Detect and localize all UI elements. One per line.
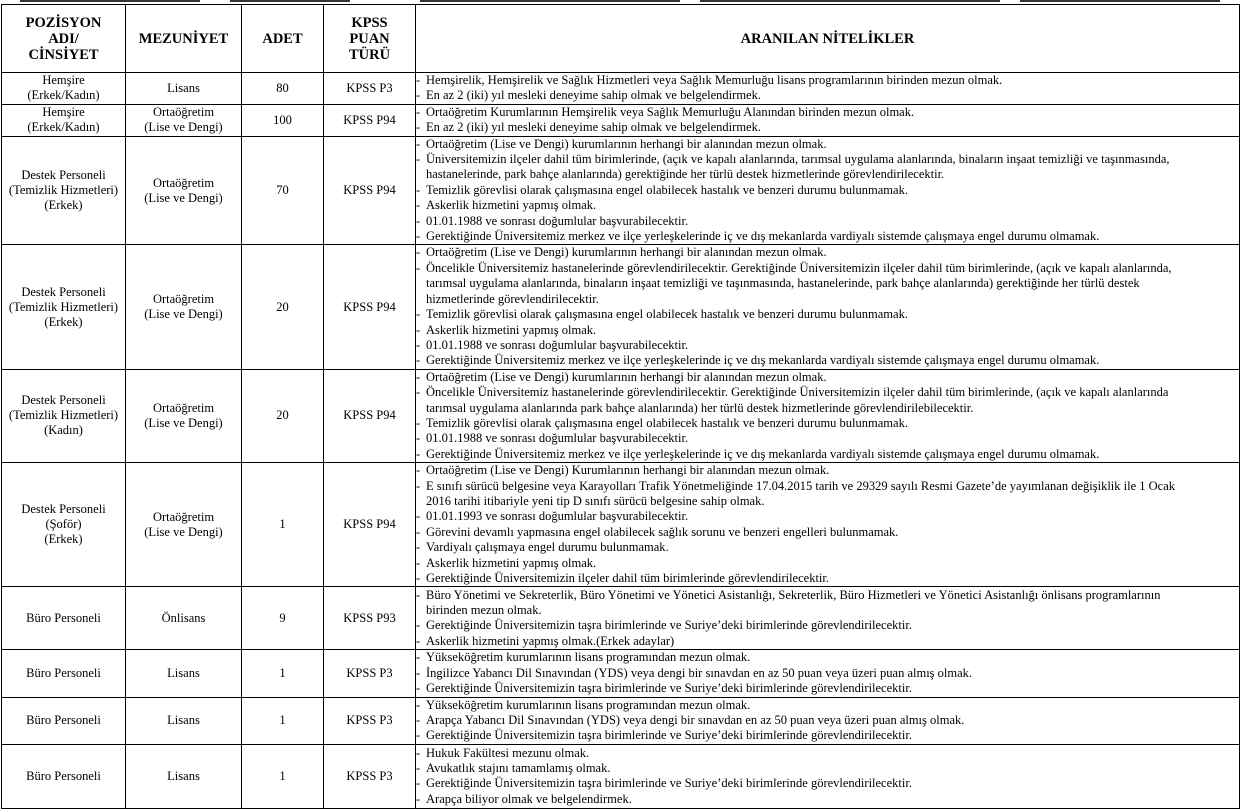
requirement-line bbox=[416, 307, 1239, 322]
bullet-dash: - bbox=[416, 260, 421, 275]
requirement-text: Gerektiğinde Üniversitemiz merkez ve ilçe yerleşkelerinde iç ve dış mekanlarda vardiyalı sistemde çalışmaya engel durumu olmamak. bbox=[426, 229, 1100, 244]
position-cell-line: (Temizlik Hizmetleri) bbox=[8, 408, 119, 423]
education-cell-line: Ortaöğretim bbox=[152, 105, 215, 120]
header-kpss-line: KPSS bbox=[351, 14, 388, 31]
requirement-text: Gerektiğinde Üniversitemizin ilçeler dahil tüm birimlerinde görevlendirilecektir. bbox=[426, 571, 829, 585]
bullet-dash: - bbox=[416, 213, 421, 228]
requirement-text: Gerektiğinde Üniversitemizin taşra birimlerinde ve Suriye’deki birimlerinde görevlendirilecektir. bbox=[426, 618, 912, 633]
kpss-cell: KPSS P94 bbox=[324, 463, 416, 587]
requirement-line bbox=[416, 137, 1239, 152]
education-cell-line: Ortaöğretim bbox=[152, 292, 215, 307]
requirement-text: 2016 tarihi itibariyle yeni tip D sınıfı sürücü belgesine sahip olmak. bbox=[426, 493, 765, 508]
table-row bbox=[2, 369, 1240, 462]
requirement-text: Arapça biliyor olmak ve belgelendirmek. bbox=[426, 791, 632, 806]
requirements-cell bbox=[416, 697, 1240, 744]
bullet-dash: - bbox=[416, 555, 421, 570]
bullet-dash: - bbox=[416, 697, 421, 712]
requirements-cell bbox=[416, 136, 1240, 245]
position-cell-line: (Erkek) bbox=[44, 532, 83, 547]
requirement-line bbox=[416, 292, 1239, 307]
count-cell: 1 bbox=[242, 744, 324, 808]
requirement-text: Ortaöğretim Kurumlarının Hemşirelik veya Sağlık Memurluğu Alanından birinden mezun olmak. bbox=[426, 104, 915, 119]
count-cell: 1 bbox=[242, 697, 324, 744]
requirement-line bbox=[416, 463, 1239, 478]
requirements-cell bbox=[416, 587, 1240, 650]
requirement-text: tarımsal uygulama alanlarında, binaların inşaat temizliği ve taşınmasında, hastanelerinde, park bahçe alanlarında) gerektiğinde her türlü destek bbox=[426, 276, 1140, 291]
requirement-line bbox=[416, 776, 1239, 791]
table-row bbox=[2, 463, 1240, 587]
requirement-text: Ortaöğretim (Lise ve Dengi) Kurumlarının herhangi bir alanından mezun olmak. bbox=[426, 463, 830, 478]
header-count: ADET bbox=[242, 5, 324, 73]
position-cell-line: Büro Personeli bbox=[26, 713, 101, 728]
header-kpss-line: PUAN bbox=[349, 30, 390, 47]
position-cell-line: Destek Personeli bbox=[21, 168, 106, 183]
requirement-text: Yükseköğretim kurumlarının lisans programından mezun olmak. bbox=[426, 697, 751, 712]
bullet-dash: - bbox=[416, 120, 421, 135]
requirement-text: Öncelikle Üniversitemiz hastanelerinde görevlendirilecektir. Gerektiğinde Üniversitemizin ilçeler dahil tüm birimlerinde, (açık ve kapalı alanlarında, bbox=[426, 260, 1172, 275]
requirement-line bbox=[416, 698, 1239, 713]
requirement-text: Gerektiğinde Üniversitemizin taşra birimlerinde ve Suriye’deki birimlerinde görevlendirilecektir. bbox=[426, 728, 912, 743]
requirement-text: Büro Yönetimi ve Sekreterlik, Büro Yönetimi ve Yönetici Asistanlığı, Sekreterlik, Büro Hizmetleri ve Yönetici Asistanlığı önlisans programlarının bbox=[426, 587, 1161, 602]
header-position-line: ADI/ bbox=[48, 30, 79, 47]
requirement-line bbox=[416, 588, 1239, 603]
position-cell bbox=[2, 697, 126, 744]
position-cell-line: (Erkek/Kadın) bbox=[27, 120, 100, 135]
count-cell: 20 bbox=[242, 369, 324, 462]
requirement-line bbox=[416, 525, 1239, 540]
table-row bbox=[2, 245, 1240, 369]
requirement-line bbox=[416, 792, 1239, 807]
count-cell: 20 bbox=[242, 245, 324, 369]
requirement-line bbox=[416, 120, 1239, 135]
bullet-dash: - bbox=[416, 337, 421, 352]
header-position bbox=[2, 5, 126, 73]
requirement-line bbox=[416, 198, 1239, 213]
bullet-dash: - bbox=[416, 587, 421, 602]
education-cell-line: (Lise ve Dengi) bbox=[144, 307, 223, 322]
bullet-dash: - bbox=[416, 509, 421, 524]
bullet-dash: - bbox=[416, 681, 421, 696]
position-cell-line: Büro Personeli bbox=[26, 666, 101, 681]
requirement-text: 01.01.1988 ve sonrası doğumlular başvurabilecektir. bbox=[426, 431, 689, 446]
table-row bbox=[2, 136, 1240, 245]
education-cell-line: Ortaöğretim bbox=[152, 400, 215, 415]
requirement-text: Askerlik hizmetini yapmış olmak. bbox=[426, 322, 597, 337]
header-position-line: POZİSYON bbox=[25, 14, 102, 31]
kpss-cell: KPSS P3 bbox=[324, 73, 416, 105]
kpss-cell: KPSS P94 bbox=[324, 136, 416, 245]
requirement-text: En az 2 (iki) yıl mesleki deneyime sahip olmak ve belgelendirmek. bbox=[426, 88, 761, 103]
kpss-cell: KPSS P3 bbox=[324, 650, 416, 697]
requirement-line bbox=[416, 276, 1239, 291]
bullet-dash: - bbox=[416, 665, 421, 680]
requirement-line bbox=[416, 353, 1239, 368]
requirement-text: hizmetlerinde görevlendirilecektir. bbox=[426, 291, 599, 306]
position-cell bbox=[2, 744, 126, 808]
education-cell-line: Ortaöğretim bbox=[152, 509, 215, 524]
count-cell: 1 bbox=[242, 463, 324, 587]
requirement-text: Gerektiğinde Üniversitemiz merkez ve ilçe yerleşkelerinde iç ve dış mekanlarda vardiyalı sistemde çalışmaya engel durumu olmamak. bbox=[426, 353, 1100, 368]
requirement-text: Öncelikle Üniversitemiz hastanelerinde görevlendirilecektir. Gerektiğinde Üniversitemizin ilçeler dahil tüm birimlerinde, (açık ve kapalı alanlarında bbox=[426, 385, 1169, 400]
requirement-text: Temizlik görevlisi olarak çalışmasına engel olabilecek hastalık ve benzeri durumu bulunmamak. bbox=[426, 415, 908, 430]
header-kpss-line: TÜRÜ bbox=[348, 46, 391, 63]
education-cell-line: Ortaöğretim bbox=[152, 175, 215, 190]
requirement-text: En az 2 (iki) yıl mesleki deneyime sahip olmak ve belgelendirmek. bbox=[426, 120, 761, 135]
requirement-text: Yükseköğretim kurumlarının lisans programından mezun olmak. bbox=[426, 650, 751, 665]
requirement-text: Ortaöğretim (Lise ve Dengi) kurumlarının herhangi bir alanından mezun olmak. bbox=[426, 369, 827, 384]
requirement-line bbox=[416, 761, 1239, 776]
education-cell bbox=[126, 73, 242, 105]
requirement-text: Hukuk Fakültesi mezunu olmak. bbox=[426, 745, 590, 760]
bullet-dash: - bbox=[416, 369, 421, 384]
count-cell: 80 bbox=[242, 73, 324, 105]
requirement-line bbox=[416, 261, 1239, 276]
requirement-line bbox=[416, 571, 1239, 586]
education-cell bbox=[126, 744, 242, 808]
requirement-line bbox=[416, 494, 1239, 509]
bullet-dash: - bbox=[416, 618, 421, 633]
requirements-cell bbox=[416, 369, 1240, 462]
position-cell bbox=[2, 73, 126, 105]
requirement-text: 01.01.1988 ve sonrası doğumlular başvurabilecektir. bbox=[426, 213, 689, 228]
bullet-dash: - bbox=[416, 431, 421, 446]
requirement-line bbox=[416, 540, 1239, 555]
requirement-line bbox=[416, 447, 1239, 462]
requirement-line bbox=[416, 338, 1239, 353]
requirements-cell bbox=[416, 245, 1240, 369]
bullet-dash: - bbox=[416, 182, 421, 197]
count-cell: 9 bbox=[242, 587, 324, 650]
requirement-text: Gerektiğinde Üniversitemizin taşra birimlerinde ve Suriye’deki birimlerinde görevlendirilecektir. bbox=[426, 776, 912, 791]
requirement-text: 01.01.1988 ve sonrası doğumlular başvurabilecektir. bbox=[426, 337, 689, 352]
requirement-line bbox=[416, 666, 1239, 681]
bullet-dash: - bbox=[416, 791, 421, 806]
requirement-text: Üniversitemizin ilçeler dahil tüm birimlerinde, (açık ve kapalı alanlarında, tarımsal uygulama alanlarında, binaların inşaat temizliği ve taşınmasında, bbox=[426, 152, 1170, 167]
requirement-text: Askerlik hizmetini yapmış olmak. bbox=[426, 198, 597, 213]
position-cell-line: Büro Personeli bbox=[26, 610, 101, 625]
education-cell bbox=[126, 245, 242, 369]
requirement-line bbox=[416, 229, 1239, 244]
education-cell bbox=[126, 463, 242, 587]
requirement-line bbox=[416, 618, 1239, 633]
table-row bbox=[2, 744, 1240, 808]
requirement-text: Avukatlık stajını tamamlamış olmak. bbox=[426, 760, 611, 775]
requirement-text: Görevini devamlı yapmasına engel olabilecek sağlık sorunu ve benzeri engelleri bulunmamak. bbox=[426, 524, 899, 539]
bullet-dash: - bbox=[416, 322, 421, 337]
requirement-text: Ortaöğretim (Lise ve Dengi) kurumlarının herhangi bir alanından mezun olmak. bbox=[426, 245, 827, 260]
position-cell-line: Destek Personeli bbox=[21, 284, 106, 299]
bullet-dash: - bbox=[416, 760, 421, 775]
position-cell-line: Destek Personeli bbox=[21, 502, 106, 517]
requirement-line bbox=[416, 385, 1239, 400]
position-cell-line: (Temizlik Hizmetleri) bbox=[8, 183, 119, 198]
header-requirements: ARANILAN NİTELİKLER bbox=[416, 5, 1240, 73]
position-cell-line: (Temizlik Hizmetleri) bbox=[8, 299, 119, 314]
position-cell-line: (Erkek/Kadın) bbox=[27, 88, 100, 103]
requirement-line bbox=[416, 416, 1239, 431]
education-cell bbox=[126, 587, 242, 650]
requirement-line bbox=[416, 479, 1239, 494]
requirements-cell bbox=[416, 104, 1240, 136]
kpss-cell: KPSS P94 bbox=[324, 369, 416, 462]
requirements-cell bbox=[416, 650, 1240, 697]
education-cell-line: (Lise ve Dengi) bbox=[144, 190, 223, 205]
requirement-text: Askerlik hizmetini yapmış olmak. bbox=[426, 555, 597, 570]
requirement-text: Vardiyalı çalışmaya engel durumu bulunmamak. bbox=[426, 540, 669, 555]
table-row bbox=[2, 697, 1240, 744]
position-cell bbox=[2, 104, 126, 136]
header-row bbox=[2, 5, 1240, 73]
requirement-line bbox=[416, 746, 1239, 761]
header-education: MEZUNİYET bbox=[126, 5, 242, 73]
bullet-dash: - bbox=[416, 73, 421, 87]
bullet-dash: - bbox=[416, 776, 421, 791]
requirement-line bbox=[416, 728, 1239, 743]
requirement-line bbox=[416, 214, 1239, 229]
bullet-dash: - bbox=[416, 478, 421, 493]
table-body bbox=[2, 73, 1240, 809]
position-cell-line: Hemşire bbox=[42, 105, 85, 120]
position-cell-line: (Erkek) bbox=[44, 314, 83, 329]
requirement-line bbox=[416, 88, 1239, 103]
education-cell-line: Lisans bbox=[167, 666, 200, 681]
requirement-line bbox=[416, 650, 1239, 665]
bullet-dash: - bbox=[416, 463, 421, 478]
count-cell: 70 bbox=[242, 136, 324, 245]
requirement-line bbox=[416, 401, 1239, 416]
position-cell bbox=[2, 245, 126, 369]
education-cell-line: (Lise ve Dengi) bbox=[144, 524, 223, 539]
requirement-line bbox=[416, 634, 1239, 649]
bullet-dash: - bbox=[416, 524, 421, 539]
bullet-dash: - bbox=[416, 229, 421, 244]
bullet-dash: - bbox=[416, 650, 421, 665]
requirement-text: Askerlik hizmetini yapmış olmak.(Erkek adaylar) bbox=[426, 633, 675, 648]
header-kpss bbox=[324, 5, 416, 73]
education-cell-line: (Lise ve Dengi) bbox=[144, 415, 223, 430]
education-cell bbox=[126, 369, 242, 462]
education-cell-line: Lisans bbox=[167, 713, 200, 728]
requirement-line bbox=[416, 152, 1239, 167]
kpss-cell: KPSS P93 bbox=[324, 587, 416, 650]
bullet-dash: - bbox=[416, 540, 421, 555]
table-row bbox=[2, 104, 1240, 136]
position-cell-line: Büro Personeli bbox=[26, 768, 101, 783]
requirement-text: Temizlik görevlisi olarak çalışmasına engel olabilecek hastalık ve benzeri durumu bulunmamak. bbox=[426, 307, 908, 322]
position-cell bbox=[2, 463, 126, 587]
requirement-text: E sınıfı sürücü belgesine veya Karayolları Trafik Yönetmeliğinde 17.04.2015 tarih ve 29329 sayılı Resmi Gazete’de yayımlanan değişiklik ile 1 Ocak bbox=[426, 478, 1176, 493]
education-cell-line: Lisans bbox=[167, 80, 200, 95]
education-cell bbox=[126, 104, 242, 136]
bullet-dash: - bbox=[416, 152, 421, 167]
bullet-dash: - bbox=[416, 385, 421, 400]
bullet-dash: - bbox=[416, 88, 421, 103]
requirement-text: tarımsal uygulama alanlarında park bahçe alanlarında) her türlü destek hizmetlerinde görevlendirilebilecektir. bbox=[426, 400, 974, 415]
requirement-line bbox=[416, 603, 1239, 618]
bullet-dash: - bbox=[416, 571, 421, 585]
requirement-text: Hemşirelik, Hemşirelik ve Sağlık Hizmetleri veya Sağlık Memurluğu lisans programlarının birinden mezun olmak. bbox=[426, 73, 1003, 87]
requirement-text: Arapça Yabancı Dil Sınavından (YDS) veya dengi bir sınavdan en az 50 puan veya üzeri puan almış olmak. bbox=[426, 713, 965, 728]
bullet-dash: - bbox=[416, 104, 421, 119]
bullet-dash: - bbox=[416, 307, 421, 322]
position-cell bbox=[2, 136, 126, 245]
requirement-line bbox=[416, 245, 1239, 260]
requirements-cell bbox=[416, 73, 1240, 105]
education-cell bbox=[126, 136, 242, 245]
requirement-text: Gerektiğinde Üniversitemizin taşra birimlerinde ve Suriye’deki birimlerinde görevlendirilecektir. bbox=[426, 681, 912, 696]
bullet-dash: - bbox=[416, 745, 421, 760]
table-row bbox=[2, 73, 1240, 105]
position-cell-line: Destek Personeli bbox=[21, 393, 106, 408]
requirement-line bbox=[416, 167, 1239, 182]
requirement-text: 01.01.1993 ve sonrası doğumlular başvurabilecektir. bbox=[426, 509, 689, 524]
requirement-line bbox=[416, 681, 1239, 696]
position-cell-line: Hemşire bbox=[42, 73, 85, 88]
requirement-text: Temizlik görevlisi olarak çalışmasına engel olabilecek hastalık ve benzeri durumu bulunmamak. bbox=[426, 182, 908, 197]
requirement-line bbox=[416, 105, 1239, 120]
bullet-dash: - bbox=[416, 353, 421, 368]
bullet-dash: - bbox=[416, 446, 421, 461]
kpss-cell: KPSS P3 bbox=[324, 697, 416, 744]
bullet-dash: - bbox=[416, 136, 421, 151]
kpss-cell: KPSS P94 bbox=[324, 104, 416, 136]
education-cell-line: Lisans bbox=[167, 768, 200, 783]
education-cell-line: (Lise ve Dengi) bbox=[144, 120, 223, 135]
positions-table bbox=[1, 4, 1240, 809]
bullet-dash: - bbox=[416, 245, 421, 260]
position-cell bbox=[2, 587, 126, 650]
kpss-cell: KPSS P94 bbox=[324, 245, 416, 369]
bullet-dash: - bbox=[416, 728, 421, 743]
requirement-text: İngilizce Yabancı Dil Sınavından (YDS) veya dengi bir sınavdan en az 50 puan veya üzeri puan almış olmak. bbox=[426, 665, 973, 680]
requirement-text: Ortaöğretim (Lise ve Dengi) kurumlarının herhangi bir alanından mezun olmak. bbox=[426, 136, 827, 151]
bullet-dash: - bbox=[416, 713, 421, 728]
position-cell-line: (Kadın) bbox=[44, 423, 83, 438]
position-cell-line: (Şoför) bbox=[45, 517, 82, 532]
table-row bbox=[2, 587, 1240, 650]
bullet-dash: - bbox=[416, 415, 421, 430]
kpss-cell: KPSS P3 bbox=[324, 744, 416, 808]
requirement-line bbox=[416, 556, 1239, 571]
education-cell bbox=[126, 697, 242, 744]
requirement-text: birinden mezun olmak. bbox=[426, 603, 542, 617]
requirement-line bbox=[416, 183, 1239, 198]
count-cell: 1 bbox=[242, 650, 324, 697]
bullet-dash: - bbox=[416, 633, 421, 648]
requirement-line bbox=[416, 509, 1239, 524]
education-cell-line: Önlisans bbox=[161, 610, 206, 625]
position-cell bbox=[2, 650, 126, 697]
requirement-line bbox=[416, 73, 1239, 88]
position-cell bbox=[2, 369, 126, 462]
requirements-cell bbox=[416, 463, 1240, 587]
education-cell bbox=[126, 650, 242, 697]
requirement-text: hastanelerinde, park bahçe alanlarında) gerektiğinde her türlü destek hizmetlerinde görevlendirilecektir. bbox=[426, 167, 945, 182]
count-cell: 100 bbox=[242, 104, 324, 136]
header-position-line: CİNSİYET bbox=[28, 46, 99, 63]
requirement-line bbox=[416, 323, 1239, 338]
requirement-line bbox=[416, 370, 1239, 385]
requirement-line bbox=[416, 431, 1239, 446]
bullet-dash: - bbox=[416, 198, 421, 213]
position-cell-line: (Erkek) bbox=[44, 198, 83, 213]
requirement-line bbox=[416, 713, 1239, 728]
table-row bbox=[2, 650, 1240, 697]
requirements-cell bbox=[416, 744, 1240, 808]
requirement-text: Gerektiğinde Üniversitemiz merkez ve ilçe yerleşkelerinde iç ve dış mekanlarda vardiyalı sistemde çalışmaya engel durumu olmamak. bbox=[426, 446, 1100, 461]
